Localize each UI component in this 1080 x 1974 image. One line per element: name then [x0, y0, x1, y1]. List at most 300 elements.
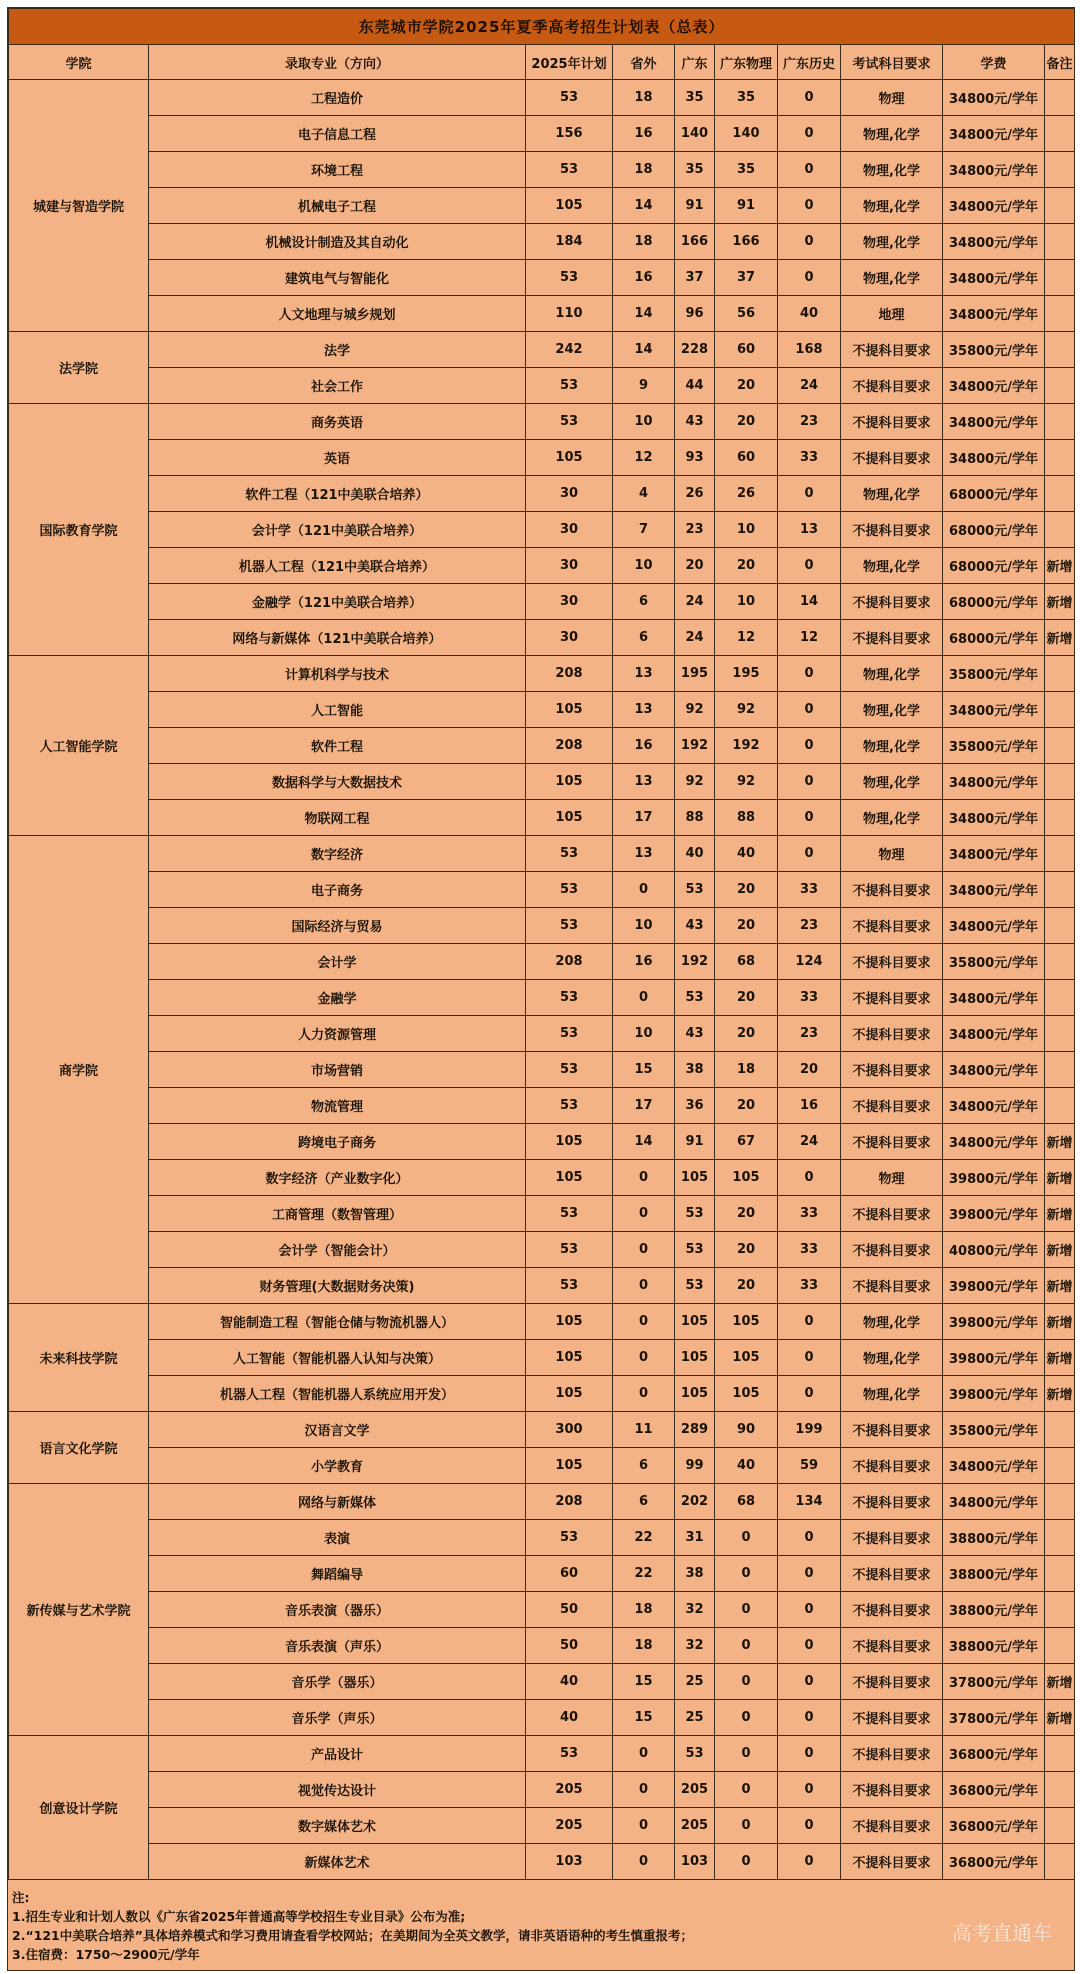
- gd-history-cell: 23: [778, 404, 841, 440]
- tuition-cell: 39800元/学年: [943, 1376, 1045, 1412]
- gd-physics-cell: 0: [715, 1664, 778, 1700]
- gd-physics-cell: 10: [715, 584, 778, 620]
- subject-req-cell: 物理: [841, 1160, 943, 1196]
- gd-physics-cell: 10: [715, 512, 778, 548]
- guangdong-cell: 43: [675, 1016, 715, 1052]
- subject-req-cell: 不提科目要求: [841, 1196, 943, 1232]
- plan-cell: 30: [526, 512, 613, 548]
- out-of-province-cell: 0: [613, 1232, 675, 1268]
- gd-history-cell: 23: [778, 908, 841, 944]
- remark-cell: 新增: [1045, 1340, 1075, 1376]
- plan-cell: 53: [526, 1268, 613, 1304]
- guangdong-cell: 37: [675, 260, 715, 296]
- college-cell: 商学院: [9, 836, 149, 1304]
- major-cell: 产品设计: [149, 1736, 526, 1772]
- guangdong-cell: 24: [675, 620, 715, 656]
- plan-cell: 105: [526, 440, 613, 476]
- major-cell: 物联网工程: [149, 800, 526, 836]
- major-cell: 机械电子工程: [149, 188, 526, 224]
- out-of-province-cell: 16: [613, 260, 675, 296]
- tuition-cell: 34800元/学年: [943, 152, 1045, 188]
- subject-req-cell: 不提科目要求: [841, 1808, 943, 1844]
- out-of-province-cell: 0: [613, 1772, 675, 1808]
- gd-physics-cell: 105: [715, 1160, 778, 1196]
- tuition-cell: 34800元/学年: [943, 404, 1045, 440]
- subject-req-cell: 物理: [841, 836, 943, 872]
- tuition-cell: 68000元/学年: [943, 620, 1045, 656]
- tuition-cell: 34800元/学年: [943, 296, 1045, 332]
- major-cell: 跨境电子商务: [149, 1124, 526, 1160]
- remark-cell: [1045, 368, 1075, 404]
- remark-cell: [1045, 404, 1075, 440]
- out-of-province-cell: 6: [613, 1448, 675, 1484]
- gd-physics-cell: 18: [715, 1052, 778, 1088]
- tuition-cell: 36800元/学年: [943, 1844, 1045, 1880]
- major-cell: 法学: [149, 332, 526, 368]
- major-cell: 小学教育: [149, 1448, 526, 1484]
- major-cell: 商务英语: [149, 404, 526, 440]
- note-line: 2.“121中美联合培养”具体培养模式和学习费用请查看学校网站；在美期间为全英文教学，请非英语语种的考生慎重报考；: [12, 1928, 693, 1943]
- table-row: [9, 1556, 1075, 1592]
- out-of-province-cell: 0: [613, 980, 675, 1016]
- remark-cell: 新增: [1045, 1304, 1075, 1340]
- gd-physics-cell: 192: [715, 728, 778, 764]
- out-of-province-cell: 4: [613, 476, 675, 512]
- tuition-cell: 39800元/学年: [943, 1196, 1045, 1232]
- remark-cell: [1045, 800, 1075, 836]
- guangdong-cell: 91: [675, 188, 715, 224]
- gd-history-cell: 0: [778, 548, 841, 584]
- remark-cell: [1045, 1088, 1075, 1124]
- table-row: [9, 800, 1075, 836]
- gd-physics-cell: 26: [715, 476, 778, 512]
- enrollment-plan-table: [8, 8, 1075, 1880]
- gd-physics-cell: 60: [715, 332, 778, 368]
- remark-cell: 新增: [1045, 1196, 1075, 1232]
- subject-req-cell: 物理,化学: [841, 476, 943, 512]
- out-of-province-cell: 0: [613, 1340, 675, 1376]
- out-of-province-cell: 14: [613, 188, 675, 224]
- gd-physics-cell: 20: [715, 404, 778, 440]
- remark-cell: [1045, 980, 1075, 1016]
- gd-physics-cell: 68: [715, 944, 778, 980]
- plan-cell: 208: [526, 656, 613, 692]
- tuition-cell: 40800元/学年: [943, 1232, 1045, 1268]
- plan-cell: 30: [526, 620, 613, 656]
- subject-req-cell: 物理,化学: [841, 800, 943, 836]
- out-of-province-cell: 10: [613, 908, 675, 944]
- gd-physics-cell: 20: [715, 908, 778, 944]
- tuition-cell: 34800元/学年: [943, 1448, 1045, 1484]
- major-cell: 软件工程: [149, 728, 526, 764]
- table-row: [9, 152, 1075, 188]
- gd-history-cell: 0: [778, 116, 841, 152]
- major-cell: 机器人工程（智能机器人系统应用开发）: [149, 1376, 526, 1412]
- guangdong-cell: 20: [675, 548, 715, 584]
- out-of-province-cell: 18: [613, 1628, 675, 1664]
- subject-req-cell: 物理,化学: [841, 692, 943, 728]
- col-header-out-of-province: 省外: [613, 45, 675, 80]
- college-cell: 语言文化学院: [9, 1412, 149, 1484]
- major-cell: 舞蹈编导: [149, 1556, 526, 1592]
- major-cell: 新媒体艺术: [149, 1844, 526, 1880]
- out-of-province-cell: 10: [613, 1016, 675, 1052]
- table-row: [9, 548, 1075, 584]
- subject-req-cell: 物理,化学: [841, 188, 943, 224]
- table-row: [9, 80, 1075, 116]
- remark-cell: [1045, 944, 1075, 980]
- out-of-province-cell: 0: [613, 872, 675, 908]
- out-of-province-cell: 13: [613, 836, 675, 872]
- plan-cell: 50: [526, 1592, 613, 1628]
- out-of-province-cell: 0: [613, 1844, 675, 1880]
- out-of-province-cell: 16: [613, 116, 675, 152]
- table-row: [9, 1232, 1075, 1268]
- gd-physics-cell: 90: [715, 1412, 778, 1448]
- tuition-cell: 37800元/学年: [943, 1700, 1045, 1736]
- col-header-plan: 2025年计划: [526, 45, 613, 80]
- tuition-cell: 34800元/学年: [943, 800, 1045, 836]
- gd-physics-cell: 92: [715, 764, 778, 800]
- guangdong-cell: 105: [675, 1376, 715, 1412]
- gd-history-cell: 0: [778, 1592, 841, 1628]
- remark-cell: [1045, 1520, 1075, 1556]
- tuition-cell: 38800元/学年: [943, 1520, 1045, 1556]
- gd-history-cell: 14: [778, 584, 841, 620]
- gd-history-cell: 0: [778, 1340, 841, 1376]
- guangdong-cell: 26: [675, 476, 715, 512]
- remark-cell: [1045, 1448, 1075, 1484]
- out-of-province-cell: 17: [613, 800, 675, 836]
- major-cell: 数据科学与大数据技术: [149, 764, 526, 800]
- plan-cell: 105: [526, 692, 613, 728]
- gd-physics-cell: 195: [715, 656, 778, 692]
- remark-cell: [1045, 1772, 1075, 1808]
- gd-physics-cell: 0: [715, 1772, 778, 1808]
- guangdong-cell: 92: [675, 764, 715, 800]
- major-cell: 音乐学（声乐）: [149, 1700, 526, 1736]
- guangdong-cell: 43: [675, 404, 715, 440]
- tuition-cell: 68000元/学年: [943, 584, 1045, 620]
- remark-cell: [1045, 1484, 1075, 1520]
- remark-cell: 新增: [1045, 1124, 1075, 1160]
- tuition-cell: 34800元/学年: [943, 1088, 1045, 1124]
- table-row: [9, 1628, 1075, 1664]
- remark-cell: 新增: [1045, 1700, 1075, 1736]
- major-cell: 国际经济与贸易: [149, 908, 526, 944]
- subject-req-cell: 物理,化学: [841, 1376, 943, 1412]
- gd-physics-cell: 20: [715, 1232, 778, 1268]
- gd-history-cell: 0: [778, 80, 841, 116]
- out-of-province-cell: 17: [613, 1088, 675, 1124]
- gd-history-cell: 24: [778, 1124, 841, 1160]
- subject-req-cell: 不提科目要求: [841, 1412, 943, 1448]
- tuition-cell: 39800元/学年: [943, 1304, 1045, 1340]
- table-row: [9, 908, 1075, 944]
- guangdong-cell: 99: [675, 1448, 715, 1484]
- gd-physics-cell: 166: [715, 224, 778, 260]
- subject-req-cell: 物理,化学: [841, 548, 943, 584]
- remark-cell: [1045, 440, 1075, 476]
- tuition-cell: 36800元/学年: [943, 1808, 1045, 1844]
- table-row: [9, 1268, 1075, 1304]
- remark-cell: [1045, 1592, 1075, 1628]
- subject-req-cell: 物理,化学: [841, 1340, 943, 1376]
- tuition-cell: 35800元/学年: [943, 944, 1045, 980]
- guangdong-cell: 25: [675, 1700, 715, 1736]
- table-row: [9, 1016, 1075, 1052]
- tuition-cell: 34800元/学年: [943, 980, 1045, 1016]
- gd-physics-cell: 60: [715, 440, 778, 476]
- plan-cell: 205: [526, 1808, 613, 1844]
- gd-history-cell: 0: [778, 188, 841, 224]
- gd-physics-cell: 40: [715, 836, 778, 872]
- tuition-cell: 38800元/学年: [943, 1592, 1045, 1628]
- guangdong-cell: 202: [675, 1484, 715, 1520]
- remark-cell: [1045, 116, 1075, 152]
- tuition-cell: 34800元/学年: [943, 1016, 1045, 1052]
- major-cell: 会计学（智能会计）: [149, 1232, 526, 1268]
- guangdong-cell: 36: [675, 1088, 715, 1124]
- remark-cell: [1045, 260, 1075, 296]
- table-row: [9, 512, 1075, 548]
- major-cell: 电子商务: [149, 872, 526, 908]
- out-of-province-cell: 0: [613, 1376, 675, 1412]
- gd-history-cell: 0: [778, 1772, 841, 1808]
- gd-physics-cell: 20: [715, 1016, 778, 1052]
- major-cell: 人文地理与城乡规划: [149, 296, 526, 332]
- major-cell: 人工智能: [149, 692, 526, 728]
- remark-cell: 新增: [1045, 584, 1075, 620]
- gd-history-cell: 0: [778, 1844, 841, 1880]
- major-cell: 音乐学（器乐）: [149, 1664, 526, 1700]
- plan-cell: 105: [526, 1304, 613, 1340]
- guangdong-cell: 91: [675, 1124, 715, 1160]
- table-row: [9, 980, 1075, 1016]
- gd-physics-cell: 88: [715, 800, 778, 836]
- table-row: [9, 620, 1075, 656]
- plan-cell: 50: [526, 1628, 613, 1664]
- subject-req-cell: 不提科目要求: [841, 1520, 943, 1556]
- subject-req-cell: 不提科目要求: [841, 512, 943, 548]
- major-cell: 数字经济: [149, 836, 526, 872]
- out-of-province-cell: 22: [613, 1520, 675, 1556]
- table-row: [9, 944, 1075, 980]
- remark-cell: [1045, 80, 1075, 116]
- college-cell: 城建与智造学院: [9, 80, 149, 332]
- major-cell: 机器人工程（121中美联合培养）: [149, 548, 526, 584]
- major-cell: 会计学: [149, 944, 526, 980]
- major-cell: 英语: [149, 440, 526, 476]
- out-of-province-cell: 0: [613, 1268, 675, 1304]
- col-header-guangdong: 广东: [675, 45, 715, 80]
- subject-req-cell: 物理,化学: [841, 656, 943, 692]
- out-of-province-cell: 10: [613, 548, 675, 584]
- gd-history-cell: 33: [778, 872, 841, 908]
- subject-req-cell: 不提科目要求: [841, 1844, 943, 1880]
- out-of-province-cell: 15: [613, 1052, 675, 1088]
- table-row: [9, 1160, 1075, 1196]
- gd-history-cell: 12: [778, 620, 841, 656]
- subject-req-cell: 不提科目要求: [841, 1232, 943, 1268]
- guangdong-cell: 192: [675, 728, 715, 764]
- guangdong-cell: 53: [675, 872, 715, 908]
- tuition-cell: 34800元/学年: [943, 188, 1045, 224]
- gd-history-cell: 33: [778, 980, 841, 1016]
- subject-req-cell: 不提科目要求: [841, 1772, 943, 1808]
- remark-cell: [1045, 1844, 1075, 1880]
- major-cell: 软件工程（121中美联合培养）: [149, 476, 526, 512]
- gd-physics-cell: 0: [715, 1736, 778, 1772]
- out-of-province-cell: 0: [613, 1736, 675, 1772]
- gd-history-cell: 0: [778, 1304, 841, 1340]
- subject-req-cell: 不提科目要求: [841, 1592, 943, 1628]
- col-header-gd-history: 广东历史: [778, 45, 841, 80]
- plan-cell: 53: [526, 836, 613, 872]
- remark-cell: [1045, 188, 1075, 224]
- tuition-cell: 34800元/学年: [943, 1484, 1045, 1520]
- guangdong-cell: 103: [675, 1844, 715, 1880]
- guangdong-cell: 53: [675, 1196, 715, 1232]
- col-header-gd-physics: 广东物理: [715, 45, 778, 80]
- guangdong-cell: 40: [675, 836, 715, 872]
- table-row: [9, 584, 1075, 620]
- gd-history-cell: 0: [778, 692, 841, 728]
- remark-cell: 新增: [1045, 1160, 1075, 1196]
- major-cell: 环境工程: [149, 152, 526, 188]
- gd-physics-cell: 68: [715, 1484, 778, 1520]
- out-of-province-cell: 18: [613, 1592, 675, 1628]
- tuition-cell: 34800元/学年: [943, 224, 1045, 260]
- guangdong-cell: 35: [675, 152, 715, 188]
- remark-cell: [1045, 836, 1075, 872]
- out-of-province-cell: 18: [613, 224, 675, 260]
- remark-cell: [1045, 1736, 1075, 1772]
- plan-cell: 105: [526, 188, 613, 224]
- tuition-cell: 36800元/学年: [943, 1772, 1045, 1808]
- subject-req-cell: 不提科目要求: [841, 1736, 943, 1772]
- major-cell: 会计学（121中美联合培养）: [149, 512, 526, 548]
- subject-req-cell: 物理,化学: [841, 116, 943, 152]
- table-row: [9, 404, 1075, 440]
- subject-req-cell: 不提科目要求: [841, 1268, 943, 1304]
- subject-req-cell: 不提科目要求: [841, 872, 943, 908]
- gd-history-cell: 33: [778, 1232, 841, 1268]
- table-row: [9, 764, 1075, 800]
- plan-cell: 53: [526, 980, 613, 1016]
- gd-history-cell: 0: [778, 1520, 841, 1556]
- col-header-college: 学院: [9, 45, 149, 80]
- tuition-cell: 34800元/学年: [943, 692, 1045, 728]
- gd-physics-cell: 105: [715, 1376, 778, 1412]
- title-row: [9, 9, 1075, 45]
- major-cell: 智能制造工程（智能仓储与物流机器人）: [149, 1304, 526, 1340]
- table-row: [9, 872, 1075, 908]
- plan-cell: 40: [526, 1700, 613, 1736]
- tuition-cell: 34800元/学年: [943, 116, 1045, 152]
- major-cell: 工程造价: [149, 80, 526, 116]
- gd-physics-cell: 20: [715, 368, 778, 404]
- table-row: [9, 1808, 1075, 1844]
- gd-physics-cell: 0: [715, 1628, 778, 1664]
- remark-cell: [1045, 692, 1075, 728]
- plan-cell: 53: [526, 1736, 613, 1772]
- out-of-province-cell: 6: [613, 620, 675, 656]
- gd-history-cell: 24: [778, 368, 841, 404]
- gd-history-cell: 0: [778, 1556, 841, 1592]
- guangdong-cell: 205: [675, 1772, 715, 1808]
- subject-req-cell: 不提科目要求: [841, 1700, 943, 1736]
- remark-cell: [1045, 332, 1075, 368]
- gd-history-cell: 33: [778, 440, 841, 476]
- guangdong-cell: 32: [675, 1628, 715, 1664]
- tuition-cell: 34800元/学年: [943, 836, 1045, 872]
- gd-history-cell: 0: [778, 476, 841, 512]
- major-cell: 财务管理(大数据财务决策): [149, 1268, 526, 1304]
- subject-req-cell: 不提科目要求: [841, 584, 943, 620]
- note-line: 3.住宿费：1750～2900元/学年: [12, 1947, 200, 1962]
- remark-cell: 新增: [1045, 1376, 1075, 1412]
- table-row: [9, 260, 1075, 296]
- plan-cell: 53: [526, 404, 613, 440]
- guangdong-cell: 31: [675, 1520, 715, 1556]
- guangdong-cell: 44: [675, 368, 715, 404]
- remark-cell: [1045, 1016, 1075, 1052]
- subject-req-cell: 不提科目要求: [841, 1484, 943, 1520]
- guangdong-cell: 53: [675, 1268, 715, 1304]
- major-cell: 网络与新媒体: [149, 1484, 526, 1520]
- college-cell: 新传媒与艺术学院: [9, 1484, 149, 1736]
- out-of-province-cell: 10: [613, 404, 675, 440]
- gd-history-cell: 33: [778, 1196, 841, 1232]
- table-row: [9, 1664, 1075, 1700]
- tuition-cell: 34800元/学年: [943, 872, 1045, 908]
- subject-req-cell: 物理,化学: [841, 224, 943, 260]
- remark-cell: 新增: [1045, 1268, 1075, 1304]
- guangdong-cell: 38: [675, 1556, 715, 1592]
- plan-cell: 110: [526, 296, 613, 332]
- gd-physics-cell: 20: [715, 872, 778, 908]
- subject-req-cell: 不提科目要求: [841, 1052, 943, 1088]
- table-row: [9, 116, 1075, 152]
- gd-physics-cell: 0: [715, 1808, 778, 1844]
- table-row: [9, 440, 1075, 476]
- major-cell: 视觉传达设计: [149, 1772, 526, 1808]
- table-row: [9, 1736, 1075, 1772]
- gd-physics-cell: 20: [715, 980, 778, 1016]
- guangdong-cell: 105: [675, 1340, 715, 1376]
- out-of-province-cell: 0: [613, 1160, 675, 1196]
- gd-physics-cell: 20: [715, 548, 778, 584]
- gd-history-cell: 0: [778, 1736, 841, 1772]
- gd-history-cell: 0: [778, 1808, 841, 1844]
- subject-req-cell: 不提科目要求: [841, 1628, 943, 1664]
- plan-cell: 105: [526, 1448, 613, 1484]
- guangdong-cell: 105: [675, 1304, 715, 1340]
- out-of-province-cell: 0: [613, 1196, 675, 1232]
- remark-cell: [1045, 224, 1075, 260]
- gd-physics-cell: 0: [715, 1844, 778, 1880]
- table-row: [9, 476, 1075, 512]
- col-header-remark: 备注: [1045, 45, 1075, 80]
- guangdong-cell: 23: [675, 512, 715, 548]
- guangdong-cell: 43: [675, 908, 715, 944]
- guangdong-cell: 38: [675, 1052, 715, 1088]
- plan-cell: 30: [526, 584, 613, 620]
- gd-history-cell: 0: [778, 1628, 841, 1664]
- table-row: [9, 1304, 1075, 1340]
- gd-physics-cell: 20: [715, 1088, 778, 1124]
